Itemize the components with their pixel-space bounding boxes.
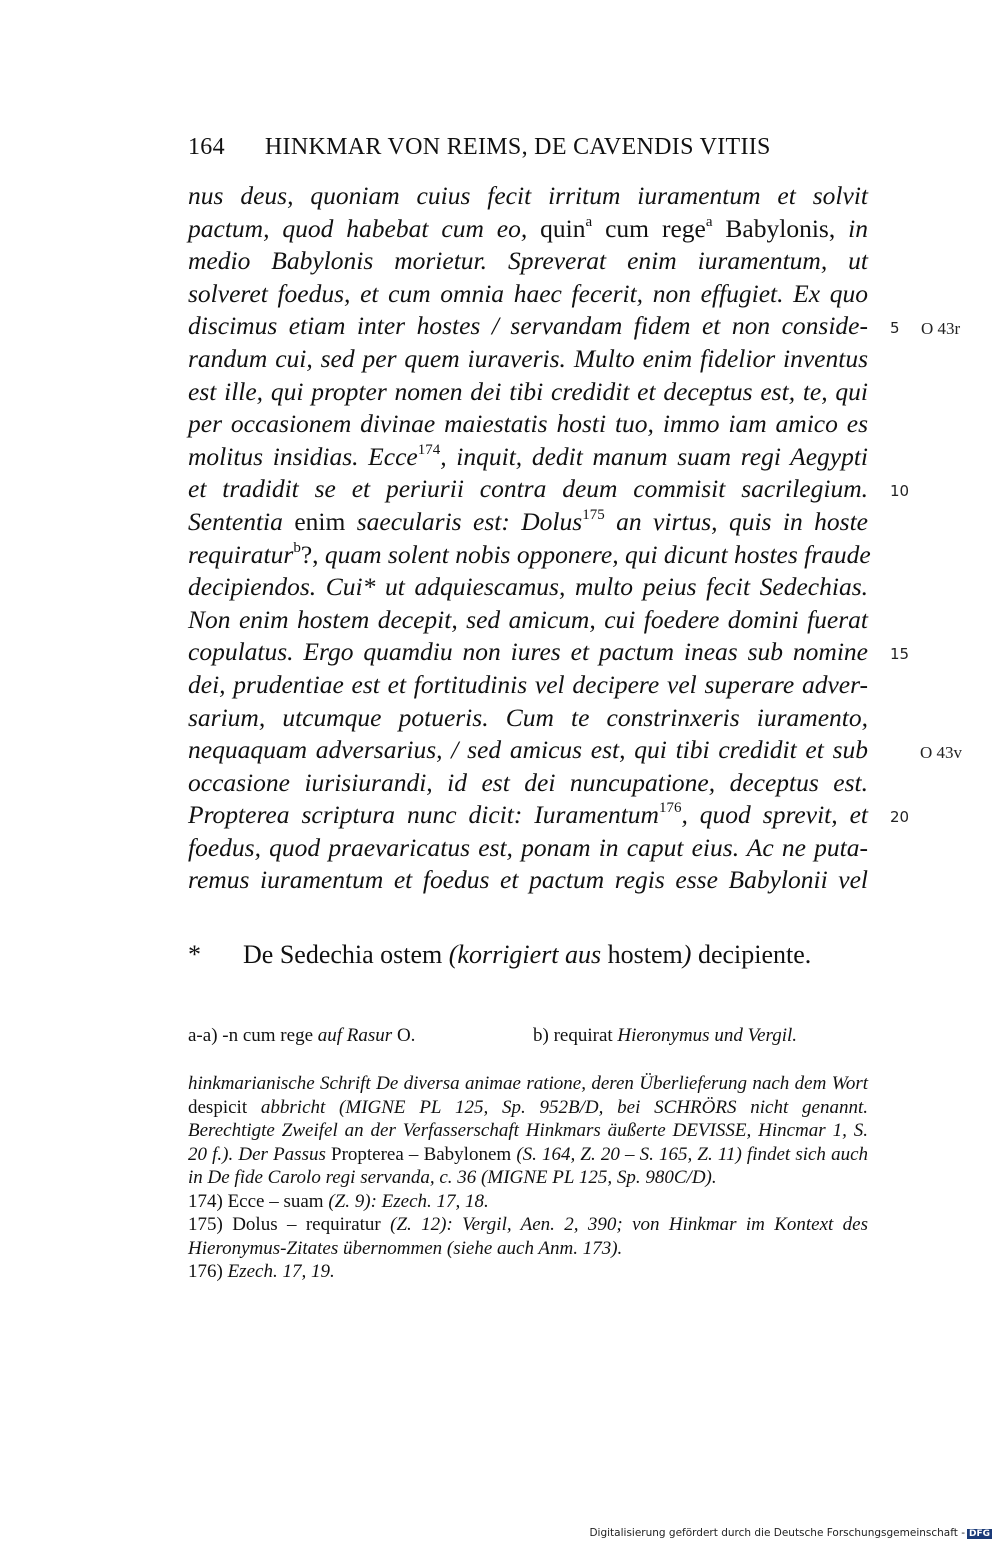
text-run: 174) Ecce – suam <box>188 1190 329 1212</box>
text-line <box>188 245 868 278</box>
text-line <box>188 343 868 376</box>
text-run: pactum, quod habebat cum eo, <box>188 213 528 243</box>
superscript-mark: 175 <box>582 506 605 523</box>
text-run: enim <box>282 506 357 536</box>
text-line <box>188 473 868 506</box>
text-run: nequaquam adversarius, / sed amicus est, qui tibi credidit et sub <box>188 735 868 765</box>
text-run: medio Babylonis morietur. Spreverat enim iuramentum, ut <box>188 246 868 276</box>
footnote <box>188 1072 868 1190</box>
text-run: a-a) -n cum rege <box>188 1025 318 1046</box>
superscript-mark: a <box>705 213 713 230</box>
text-line <box>188 799 868 832</box>
text-run: despicit <box>188 1096 261 1118</box>
text-line <box>188 864 868 897</box>
text-run: dei, prudentiae est et fortitudinis vel decipere vel superare adver- <box>188 669 868 699</box>
text-run: (S. 164, Z. 20 – S. 165, Z. 11) findet sich auch in De fide Carolo regi servanda, c. 36 (MIGNE PL 125, Sp. 980C/D). <box>188 1143 868 1188</box>
footnote <box>188 1190 868 1214</box>
text-line <box>188 278 868 311</box>
text-run: hinkmarianische Schrift De diversa animae ratione, deren Überlieferung nach dem Wort <box>188 1073 868 1094</box>
text-run: molitus insidias. Ecce <box>188 441 418 471</box>
page-number: 164 <box>188 134 225 160</box>
folio-reference: O 43v <box>920 743 963 763</box>
text-run: discimus etiam inter hostes / servandam fidem et non conside- <box>188 311 868 341</box>
text-run: in <box>848 213 868 243</box>
superscript-mark: 176 <box>658 800 682 817</box>
text-run: decipiente. <box>691 940 812 969</box>
dfg-logo: DFG <box>968 1529 990 1539</box>
text-run: solveret foedus, et cum omnia haec fecerit, non effugiet. Ex quo <box>188 278 868 308</box>
text-run: foedus, quod praevaricatus est, ponam in caput eius. Ac ne puta- <box>188 832 868 862</box>
superscript-mark: a <box>585 213 593 230</box>
text-run: (Z. 12): Vergil, Aen. 2, 390; von Hinkmar im Kontext des Hieronymus-Zitates übernommen (siehe auch Anm. 173). <box>188 1214 868 1259</box>
text-run: , inquit, dedit manum suam regi Aegypti <box>440 441 868 471</box>
text-run: Hieronymus und Vergil. <box>617 1025 798 1046</box>
text-line <box>188 604 868 637</box>
text-run: decipiendos. Cui* ut adquiescamus, multo peius fecit Sedechias. <box>188 572 868 602</box>
text-line <box>188 506 868 539</box>
marginal-note <box>188 940 811 970</box>
text-line <box>188 180 868 213</box>
text-line <box>188 213 868 246</box>
marginal-note-text <box>243 940 811 969</box>
asterisk-mark: * <box>188 940 201 969</box>
line-number: 10 <box>890 482 910 501</box>
text-run: remus iuramentum et foedus et pactum regis esse Babylonii vel <box>188 865 868 895</box>
text-run: per occasionem divinae maiestatis hosti tuo, immo iam amico es <box>188 409 868 439</box>
text-run: saecularis est: Dolus <box>356 506 583 536</box>
text-run: b) requirat <box>533 1025 618 1046</box>
footnote <box>188 1260 868 1284</box>
text-run: ) <box>682 940 692 969</box>
text-line <box>188 376 868 409</box>
text-line <box>188 734 868 767</box>
text-run: De Sedechia ostem <box>243 940 449 969</box>
text-line <box>188 539 871 572</box>
text-run: cum rege <box>592 213 706 243</box>
text-run: randum cui, sed per quem iuraveris. Multo enim fidelior inventus <box>188 343 868 373</box>
text-run: nus deus, quoniam cuius fecit irritum iuramentum et solvit <box>188 181 868 210</box>
text-run: Ezech. 17, 19. <box>227 1261 335 1282</box>
apparatus-note-a <box>188 1025 415 1046</box>
text-run: abbricht (MIGNE PL 125, Sp. 952B/D, bei SCHRÖRS nicht genannt. Berechtigte Zweifel an der Verfasserschaft Hinkmars äußerte DEVISSE, Hincmar 1, S. 20 f.). Der Passus <box>188 1096 868 1165</box>
text-run: requiratur <box>188 539 294 569</box>
text-line <box>188 571 868 604</box>
text-run: O. <box>392 1025 416 1046</box>
text-run: (korrigiert aus <box>448 940 608 969</box>
text-run: , quod sprevit, et <box>681 800 868 830</box>
text-run: auf Rasur <box>317 1025 393 1046</box>
text-line <box>188 669 868 702</box>
superscript-mark: 174 <box>417 441 441 458</box>
credit-text: Digitalisierung gefördert durch die Deutsche Forschungsgemeinschaft - <box>589 1527 965 1539</box>
text-line <box>188 310 868 343</box>
text-run: et tradidit se et periurii contra deum commisit sacrilegium. <box>188 474 868 504</box>
text-line <box>188 441 868 474</box>
page-header <box>188 134 771 161</box>
superscript-mark: b <box>293 539 301 556</box>
running-title: HINKMAR VON REIMS, DE CAVENDIS VITIIS <box>264 134 771 160</box>
text-run: 175) Dolus – requiratur <box>188 1214 391 1235</box>
text-run: Propterea – Babylonem <box>325 1143 517 1165</box>
text-run: 176) <box>188 1261 228 1282</box>
text-run: quam solent nobis opponere, qui dicunt hostes fraude <box>324 539 871 569</box>
text-run: (Z. 9): Ezech. 17, 18. <box>328 1190 489 1212</box>
line-number: 5 <box>890 319 900 338</box>
text-run: an virtus, quis in hoste <box>604 506 868 536</box>
apparatus-note-b <box>533 1025 797 1047</box>
text-run: quin <box>527 213 586 243</box>
line-number: 15 <box>890 645 910 664</box>
text-line <box>188 636 868 669</box>
text-run: hostem <box>607 940 683 969</box>
line-number: 20 <box>890 808 910 827</box>
text-run: ?, <box>300 539 325 569</box>
text-run: Sententia <box>188 506 283 536</box>
text-run: est ille, qui propter nomen dei tibi credidit et deceptus est, te, qui <box>188 376 868 406</box>
text-run: occasione iurisiurandi, id est dei nuncupatione, deceptus est. <box>188 767 868 797</box>
folio-reference: O 43r <box>921 319 961 339</box>
main-text <box>188 180 871 897</box>
footnotes <box>188 1072 868 1284</box>
text-run: copulatus. Ergo quamdiu non iures et pactum ineas sub nomine <box>188 637 868 667</box>
text-run: Propterea scriptura nunc dicit: Iuramentum <box>188 800 659 830</box>
critical-apparatus <box>188 1025 868 1047</box>
text-line <box>188 702 868 735</box>
text-run: Babylonis, <box>712 213 849 243</box>
dfg-credit <box>589 1527 992 1539</box>
footnote <box>188 1213 868 1260</box>
text-run: sarium, utcumque potueris. Cum te constrinxeris iuramento, <box>188 702 868 732</box>
text-line <box>188 832 868 865</box>
text-run: Non enim hostem decepit, sed amicum, cui foedere domini fuerat <box>188 604 868 634</box>
text-line <box>188 408 868 441</box>
text-line <box>188 767 868 800</box>
